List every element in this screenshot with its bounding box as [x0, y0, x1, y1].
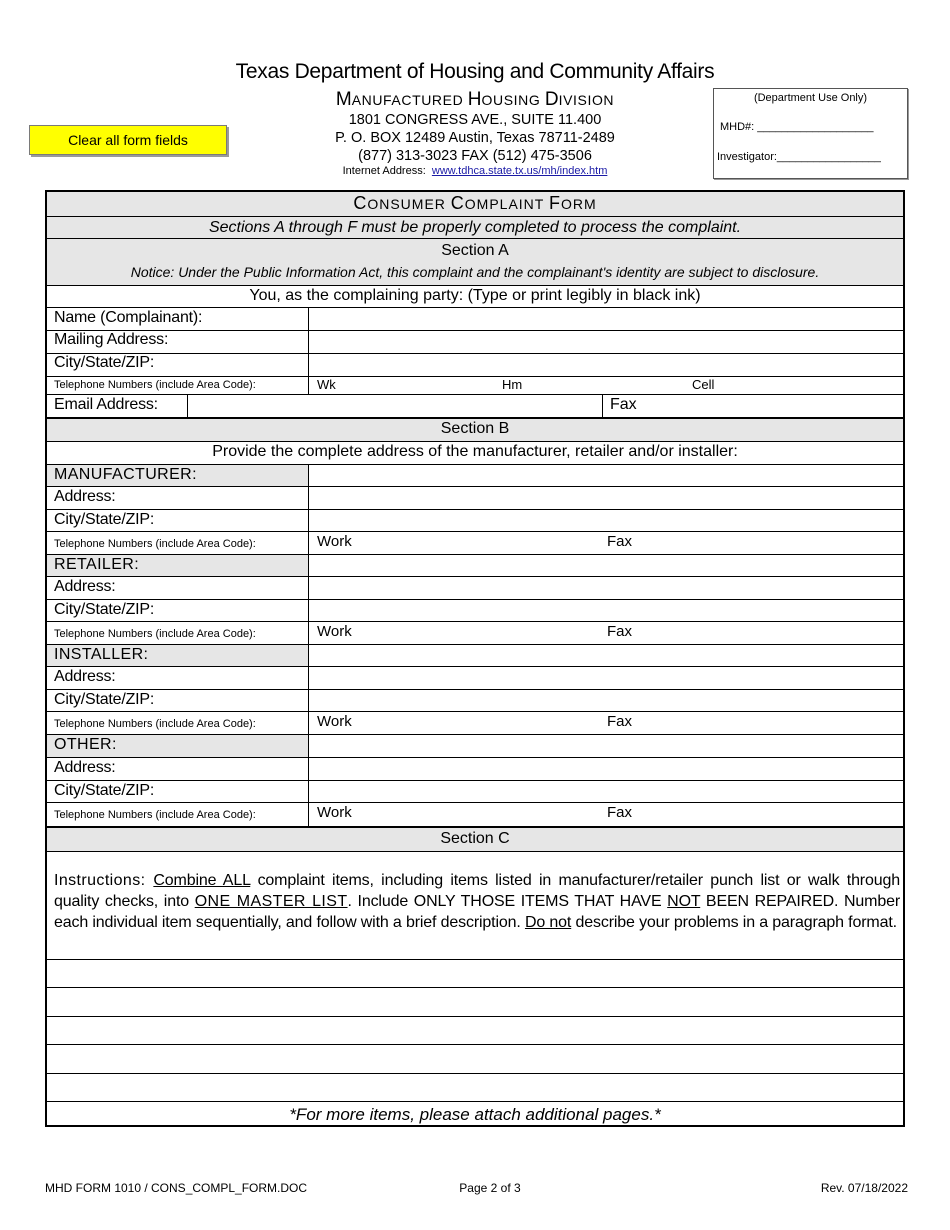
section-c-instructions: Instructions: Combine ALL complaint items, including items listed in manufacturer/retailer punch list or walk through quality checks, into ONE MASTER LIST. Include ONLY THOSE ITEMS THAT HAVE NOT BEEN REPAIRED. Number each individual item sequentially, and follow with a brief description. Do not describe your problems in a paragraph format. — [54, 872, 900, 931]
website-link[interactable]: www.tdhca.state.tx.us/mh/index.htm — [431, 165, 608, 177]
manufacturer-title: MANUFACTURER: — [54, 466, 197, 483]
investigator-field[interactable]: Investigator:_________________ — [717, 151, 881, 163]
agency-title: Texas Department of Housing and Community Affairs — [235, 60, 715, 83]
complainant-name-label: Name (Complainant): — [54, 309, 203, 326]
retailer-city-label: City/State/ZIP: — [54, 601, 155, 618]
other-address-label: Address: — [54, 759, 116, 776]
complaint-item-line-1[interactable] — [47, 960, 903, 987]
other-city-input[interactable] — [309, 781, 903, 802]
other-title: OTHER: — [54, 736, 117, 753]
other-phone-label: Telephone Numbers (include Area Code): — [54, 809, 256, 821]
manufacturer-city-input[interactable] — [309, 510, 903, 531]
installer-city-input[interactable] — [309, 690, 903, 711]
retailer-address-input[interactable] — [309, 577, 903, 599]
manufacturer-work-input[interactable]: Work — [317, 533, 352, 550]
complaint-item-line-3[interactable] — [47, 1017, 903, 1044]
retailer-fax-input[interactable]: Fax — [607, 623, 633, 640]
section-a-intro: You, as the complaining party: (Type or print legibly in black ink) — [249, 287, 701, 304]
manufacturer-address-input[interactable] — [309, 487, 903, 509]
section-c-label: Section C — [440, 830, 510, 847]
mailing-address-label: Mailing Address: — [54, 331, 169, 348]
section-b-label: Section B — [440, 420, 510, 437]
installer-phone-label: Telephone Numbers (include Area Code): — [54, 718, 256, 730]
retailer-phone-label: Telephone Numbers (include Area Code): — [54, 628, 256, 640]
retailer-work-input[interactable]: Work — [317, 623, 352, 640]
city-state-zip-input[interactable] — [309, 354, 903, 376]
installer-name-input[interactable] — [309, 645, 903, 666]
complaint-item-line-2[interactable] — [47, 988, 903, 1016]
department-use-box — [713, 88, 908, 179]
section-b-intro: Provide the complete address of the manufacturer, retailer and/or installer: — [212, 443, 738, 460]
phone-fax-line: (877) 313-3023 FAX (512) 475-3506 — [358, 148, 592, 164]
sections-note: Sections A through F must be properly completed to process the complaint. — [208, 219, 742, 236]
installer-city-label: City/State/ZIP: — [54, 691, 155, 708]
footer-revision: Rev. 07/18/2022 — [820, 1181, 908, 1195]
cell-phone-input[interactable]: Cell — [692, 377, 715, 392]
retailer-name-input[interactable] — [309, 555, 903, 576]
footer-form-id: MHD FORM 1010 / CONS_COMPL_FORM.DOC — [45, 1181, 308, 1195]
telephone-label: Telephone Numbers (include Area Code): — [54, 379, 256, 391]
more-items-note: *For more items, please attach additional pages.* — [289, 1105, 661, 1124]
public-info-notice: Notice: Under the Public Information Act, this complaint and the complainant's identity are subject to disclosure. — [130, 264, 820, 280]
other-city-label: City/State/ZIP: — [54, 782, 155, 799]
work-phone-input[interactable]: Wk — [317, 377, 336, 392]
complaint-item-line-4[interactable] — [47, 1045, 903, 1073]
footer-page-number: Page 2 of 3 — [459, 1181, 521, 1195]
retailer-title: RETAILER: — [54, 556, 140, 573]
department-use-title: (Department Use Only) — [753, 92, 868, 104]
mhd-number-field[interactable]: MHD#: ___________________ — [720, 121, 874, 133]
manufacturer-address-label: Address: — [54, 488, 116, 505]
email-input[interactable] — [188, 395, 602, 417]
po-box-address: P. O. BOX 12489 Austin, Texas 78711-2489 — [335, 130, 615, 146]
street-address: 1801 CONGRESS AVE., SUITE 11.400 — [348, 112, 602, 128]
retailer-address-label: Address: — [54, 578, 116, 595]
city-state-zip-label: City/State/ZIP: — [54, 354, 155, 371]
clear-form-button[interactable]: Clear all form fields — [29, 125, 227, 155]
installer-address-input[interactable] — [309, 667, 903, 689]
manufacturer-phone-label: Telephone Numbers (include Area Code): — [54, 538, 256, 550]
installer-address-label: Address: — [54, 668, 116, 685]
other-fax-input[interactable]: Fax — [607, 804, 633, 821]
email-label: Email Address: — [54, 396, 158, 413]
manufacturer-fax-input[interactable]: Fax — [607, 533, 633, 550]
internet-address: Internet Address: www.tdhca.state.tx.us/mh/index.htm — [342, 165, 608, 177]
other-address-input[interactable] — [309, 758, 903, 780]
mailing-address-input[interactable] — [309, 331, 903, 353]
fax-input[interactable]: Fax — [610, 396, 637, 413]
complaint-form — [45, 190, 905, 1127]
form-title: CONSUMER COMPLAINT FORM — [353, 193, 597, 213]
section-a-label: Section A — [441, 242, 509, 259]
manufacturer-name-input[interactable] — [309, 465, 903, 486]
installer-title: INSTALLER: — [54, 646, 149, 663]
other-name-input[interactable] — [309, 735, 903, 757]
other-work-input[interactable]: Work — [317, 804, 352, 821]
installer-fax-input[interactable]: Fax — [607, 713, 633, 730]
division-title: MANUFACTURED HOUSING DIVISION — [335, 89, 615, 110]
manufacturer-city-label: City/State/ZIP: — [54, 511, 155, 528]
installer-work-input[interactable]: Work — [317, 713, 352, 730]
retailer-city-input[interactable] — [309, 600, 903, 621]
home-phone-input[interactable]: Hm — [502, 377, 523, 392]
complaint-item-line-5[interactable] — [47, 1074, 903, 1101]
complainant-name-input[interactable] — [309, 308, 903, 330]
